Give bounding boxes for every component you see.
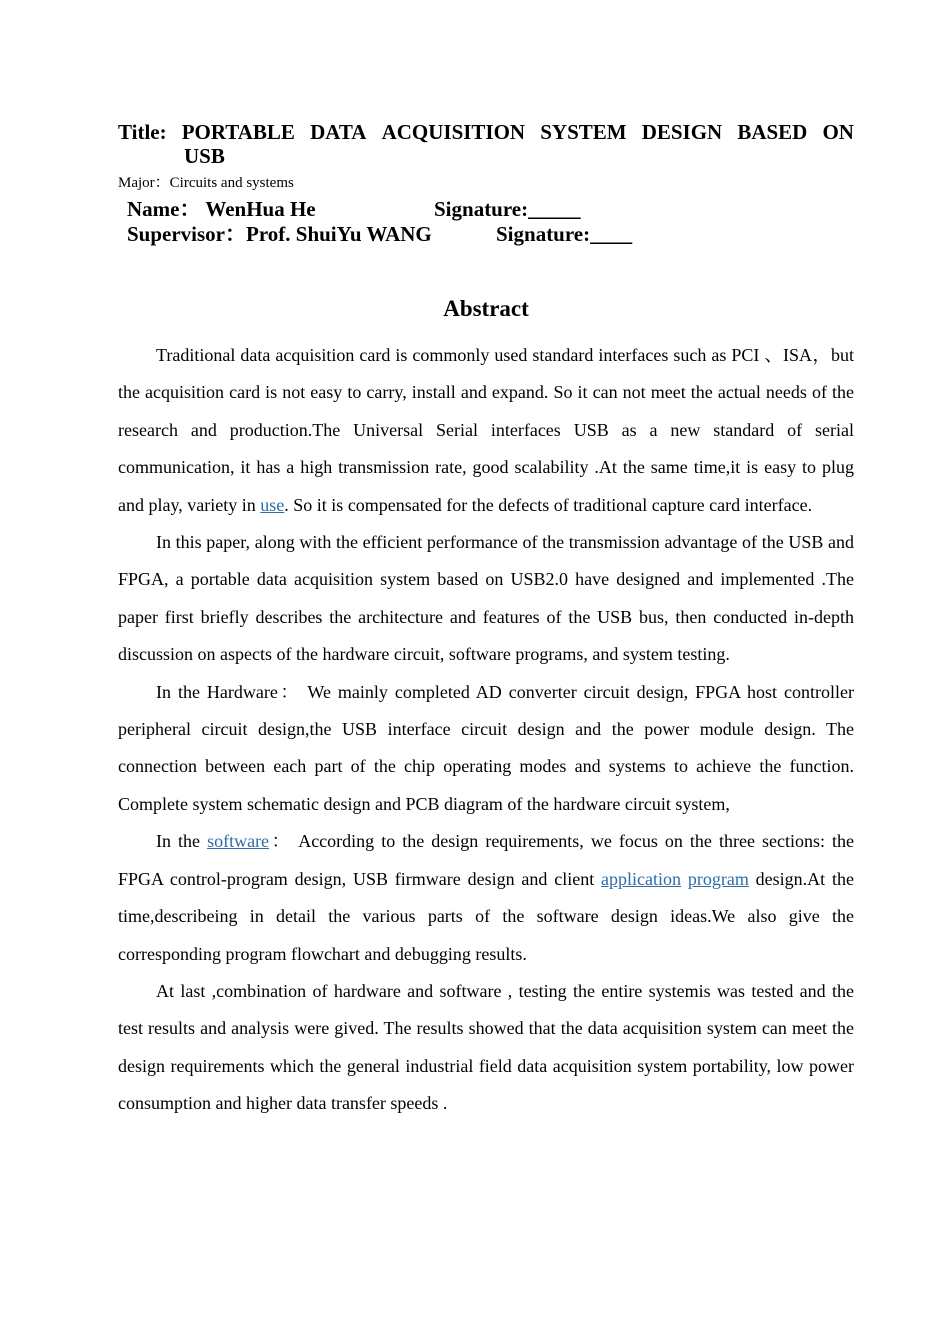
- major-line: Major：Circuits and systems: [118, 175, 294, 191]
- title-line-2: USB: [184, 144, 225, 168]
- paragraph-text: Traditional data acquisition card is commonly used standard interfaces such as PCI 、ISA，but the acquisition card is not easy to carry, install and expand. So it can not meet the actual needs of the research and production.The Universal Serial interfaces USB as a new standard of serial communication, it has a high transmission rate, good scalability .At the same time,it is easy to plug and play, variety in: [118, 345, 854, 515]
- title-word: DATA: [310, 120, 367, 144]
- title-word: PORTABLE: [181, 120, 295, 144]
- title-word: ON: [822, 120, 854, 144]
- supervisor-name: Supervisor：Prof. ShuiYu WANG: [127, 222, 432, 246]
- use-link[interactable]: use: [260, 494, 285, 515]
- title-word: ACQUISITION: [381, 120, 526, 144]
- author-name: Name： WenHua He: [127, 197, 316, 221]
- abstract-paragraph-5: At last ,combination of hardware and software , testing the entire systemis was tested and the test results and analysis were gived. The results showed that the data acquisition system can meet the design requirements which the general industrial field data acquisition system portability, low power consumption and higher data transfer speeds .: [118, 980, 854, 1114]
- title-word: BASED: [737, 120, 808, 144]
- author-signature: Signature:_____: [434, 197, 581, 221]
- abstract-body: [118, 337, 854, 1123]
- abstract-paragraph-4: [118, 823, 854, 973]
- title-block: [118, 120, 854, 168]
- software-link[interactable]: software: [207, 831, 270, 852]
- supervisor-signature: Signature:____: [496, 222, 633, 246]
- title-line-1: [118, 120, 854, 144]
- author-row: [127, 197, 581, 221]
- paragraph-text: ： According to the design requirements, we focus on the three sections: the FPGA control-program design, USB firmware design and client: [118, 831, 855, 889]
- program-link[interactable]: program: [687, 868, 749, 889]
- paragraph-text: In the: [156, 831, 208, 852]
- title-word: DESIGN: [641, 120, 723, 144]
- paragraph-text: design.At the time,describeing in detail the various parts of the software design ideas.We also give the corresponding program flowchart and debugging results.: [118, 868, 854, 964]
- paragraph-text: . So it is compensated for the defects of traditional capture card interface.: [284, 494, 813, 515]
- title-word: SYSTEM: [540, 120, 627, 144]
- abstract-paragraph-3: In the Hardware： We mainly completed AD converter circuit design, FPGA host controller peripheral circuit design,the USB interface circuit design and the power module design. The connection between each part of the chip operating modes and systems to achieve the function. Complete system schematic design and PCB diagram of the hardware circuit system,: [118, 681, 854, 814]
- abstract-heading: Abstract: [443, 296, 529, 321]
- supervisor-row: [127, 222, 633, 246]
- abstract-paragraph-1: [118, 337, 854, 524]
- application-link[interactable]: application: [601, 868, 682, 889]
- title-prefix: Title:: [118, 120, 167, 144]
- abstract-paragraph-2: In this paper, along with the efficient performance of the transmission advantage of the USB and FPGA, a portable data acquisition system based on USB2.0 have designed and implemented .The paper first briefly describes the architecture and features of the USB bus, then conducted in-depth discussion on aspects of the hardware circuit, software programs, and system testing.: [118, 532, 854, 665]
